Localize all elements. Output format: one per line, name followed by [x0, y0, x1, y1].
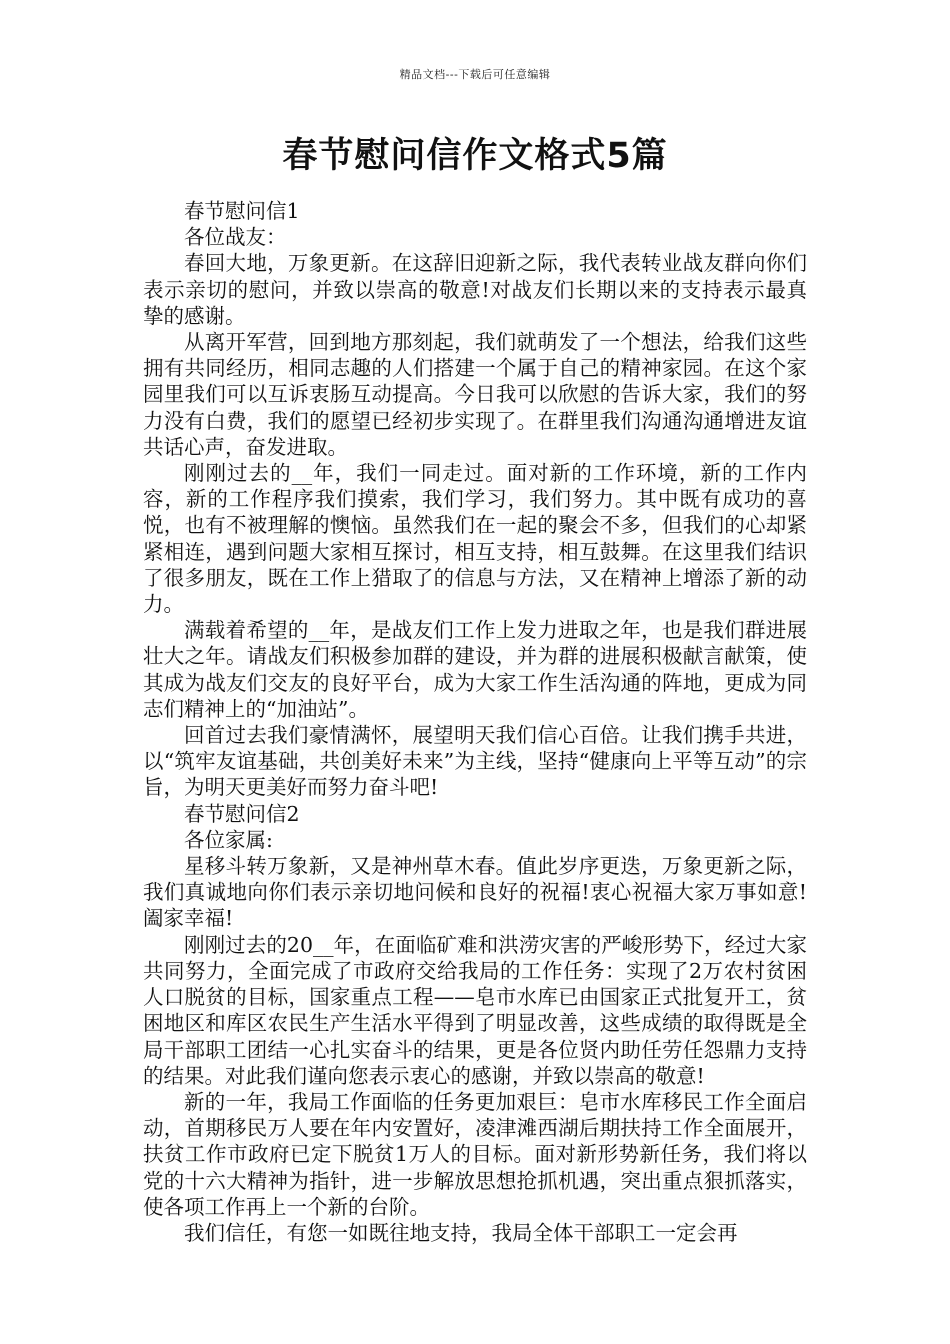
document-title: 春节慰问信作文格式5篇: [282, 136, 668, 176]
paragraph-letter2-heading: 春节慰问信2: [184, 801, 300, 826]
paragraph-letter2-salutation: 各位家属:: [184, 827, 273, 852]
paragraph: 春回大地，万象更新。在这辞旧迎新之际，我代表转业战友群向你们表示亲切的慰问，并致以崇高的敬意!对战友们长期以来的支持表示最真挚的感谢。: [143, 251, 807, 328]
paragraph: 我们信任，有您一如既往地支持，我局全体干部职工一定会再: [184, 1220, 738, 1245]
paragraph-letter1-heading: 春节慰问信1: [184, 199, 300, 223]
paragraph: 刚刚过去的20__年，在面临矿难和洪涝灾害的严峻形势下，经过大家共同努力，全面完成了市政府交给我局的工作任务：实现了2万农村贫困人口脱贫的目标，国家重点工程——皂市水库已由国家正式批复开工，贫困地区和库区农民生产生活水平得到了明显改善，这些成绩的取得既是全局干部职工团结一心扎实奋斗的结果，更是各位贤内助任劳任怨鼎力支持的结果。对此我们谨向您表示衷心的感谢，并致以崇高的敬意!: [143, 932, 807, 1088]
document-body: [143, 198, 807, 1246]
paragraph: 刚刚过去的__年，我们一同走过。面对新的工作环境，新的工作内容，新的工作程序我们摸索，我们学习，我们努力。其中既有成功的喜悦，也有不被理解的懊恼。虽然我们在一起的聚会不多，但我们的心却紧紧相连，遇到问题大家相互探讨，相互支持，相互鼓舞。在这里我们结识了很多朋友，既在工作上猎取了的信息与方法，又在精神上增添了新的动力。: [143, 461, 807, 617]
paragraph: 回首过去我们豪情满怀，展望明天我们信心百倍。让我们携手共进，以“筑牢友谊基础，共创美好未来”为主线，坚持“健康向上平等互动”的宗旨，为明天更美好而努力奋斗吧!: [143, 723, 807, 800]
paragraph: 新的一年，我局工作面临的任务更加艰巨：皂市水库移民工作全面启动，首期移民万人要在年内安置好，凌津滩西湖后期扶持工作全面展开，扶贫工作市政府已定下脱贫1万人的目标。面对新形势新任务，我们将以党的十六大精神为指针，进一步解放思想抢抓机遇，突出重点狠抓落实，使各项工作再上一个新的台阶。: [143, 1089, 807, 1219]
paragraph: 从离开军营，回到地方那刻起，我们就萌发了一个想法，给我们这些拥有共同经历，相同志趣的人们搭建一个属于自己的精神家园。在这个家园里我们可以互诉衷肠互动提高。今日我可以欣慰的告诉大家，我们的努力没有白费，我们的愿望已经初步实现了。在群里我们沟通沟通增进友谊共话心声，奋发进取。: [143, 330, 807, 459]
header-note: 精品文档---下载后可任意编辑: [399, 68, 551, 81]
paragraph: 星移斗转万象新，又是神州草木春。值此岁序更迭，万象更新之际，我们真诚地向你们表示亲切地问候和良好的祝福!衷心祝福大家万事如意!阖家幸福!: [143, 854, 807, 931]
paragraph-letter1-salutation: 各位战友：: [184, 225, 287, 250]
paragraph: 满载着希望的__年，是战友们工作上发力进取之年，也是我们群进展壮大之年。请战友们积极参加群的建设，并为群的进展积极献言献策，使其成为战友们交友的良好平台，成为大家工作生活沟通的阵地，更成为同志们精神上的“加油站”。: [143, 618, 807, 721]
